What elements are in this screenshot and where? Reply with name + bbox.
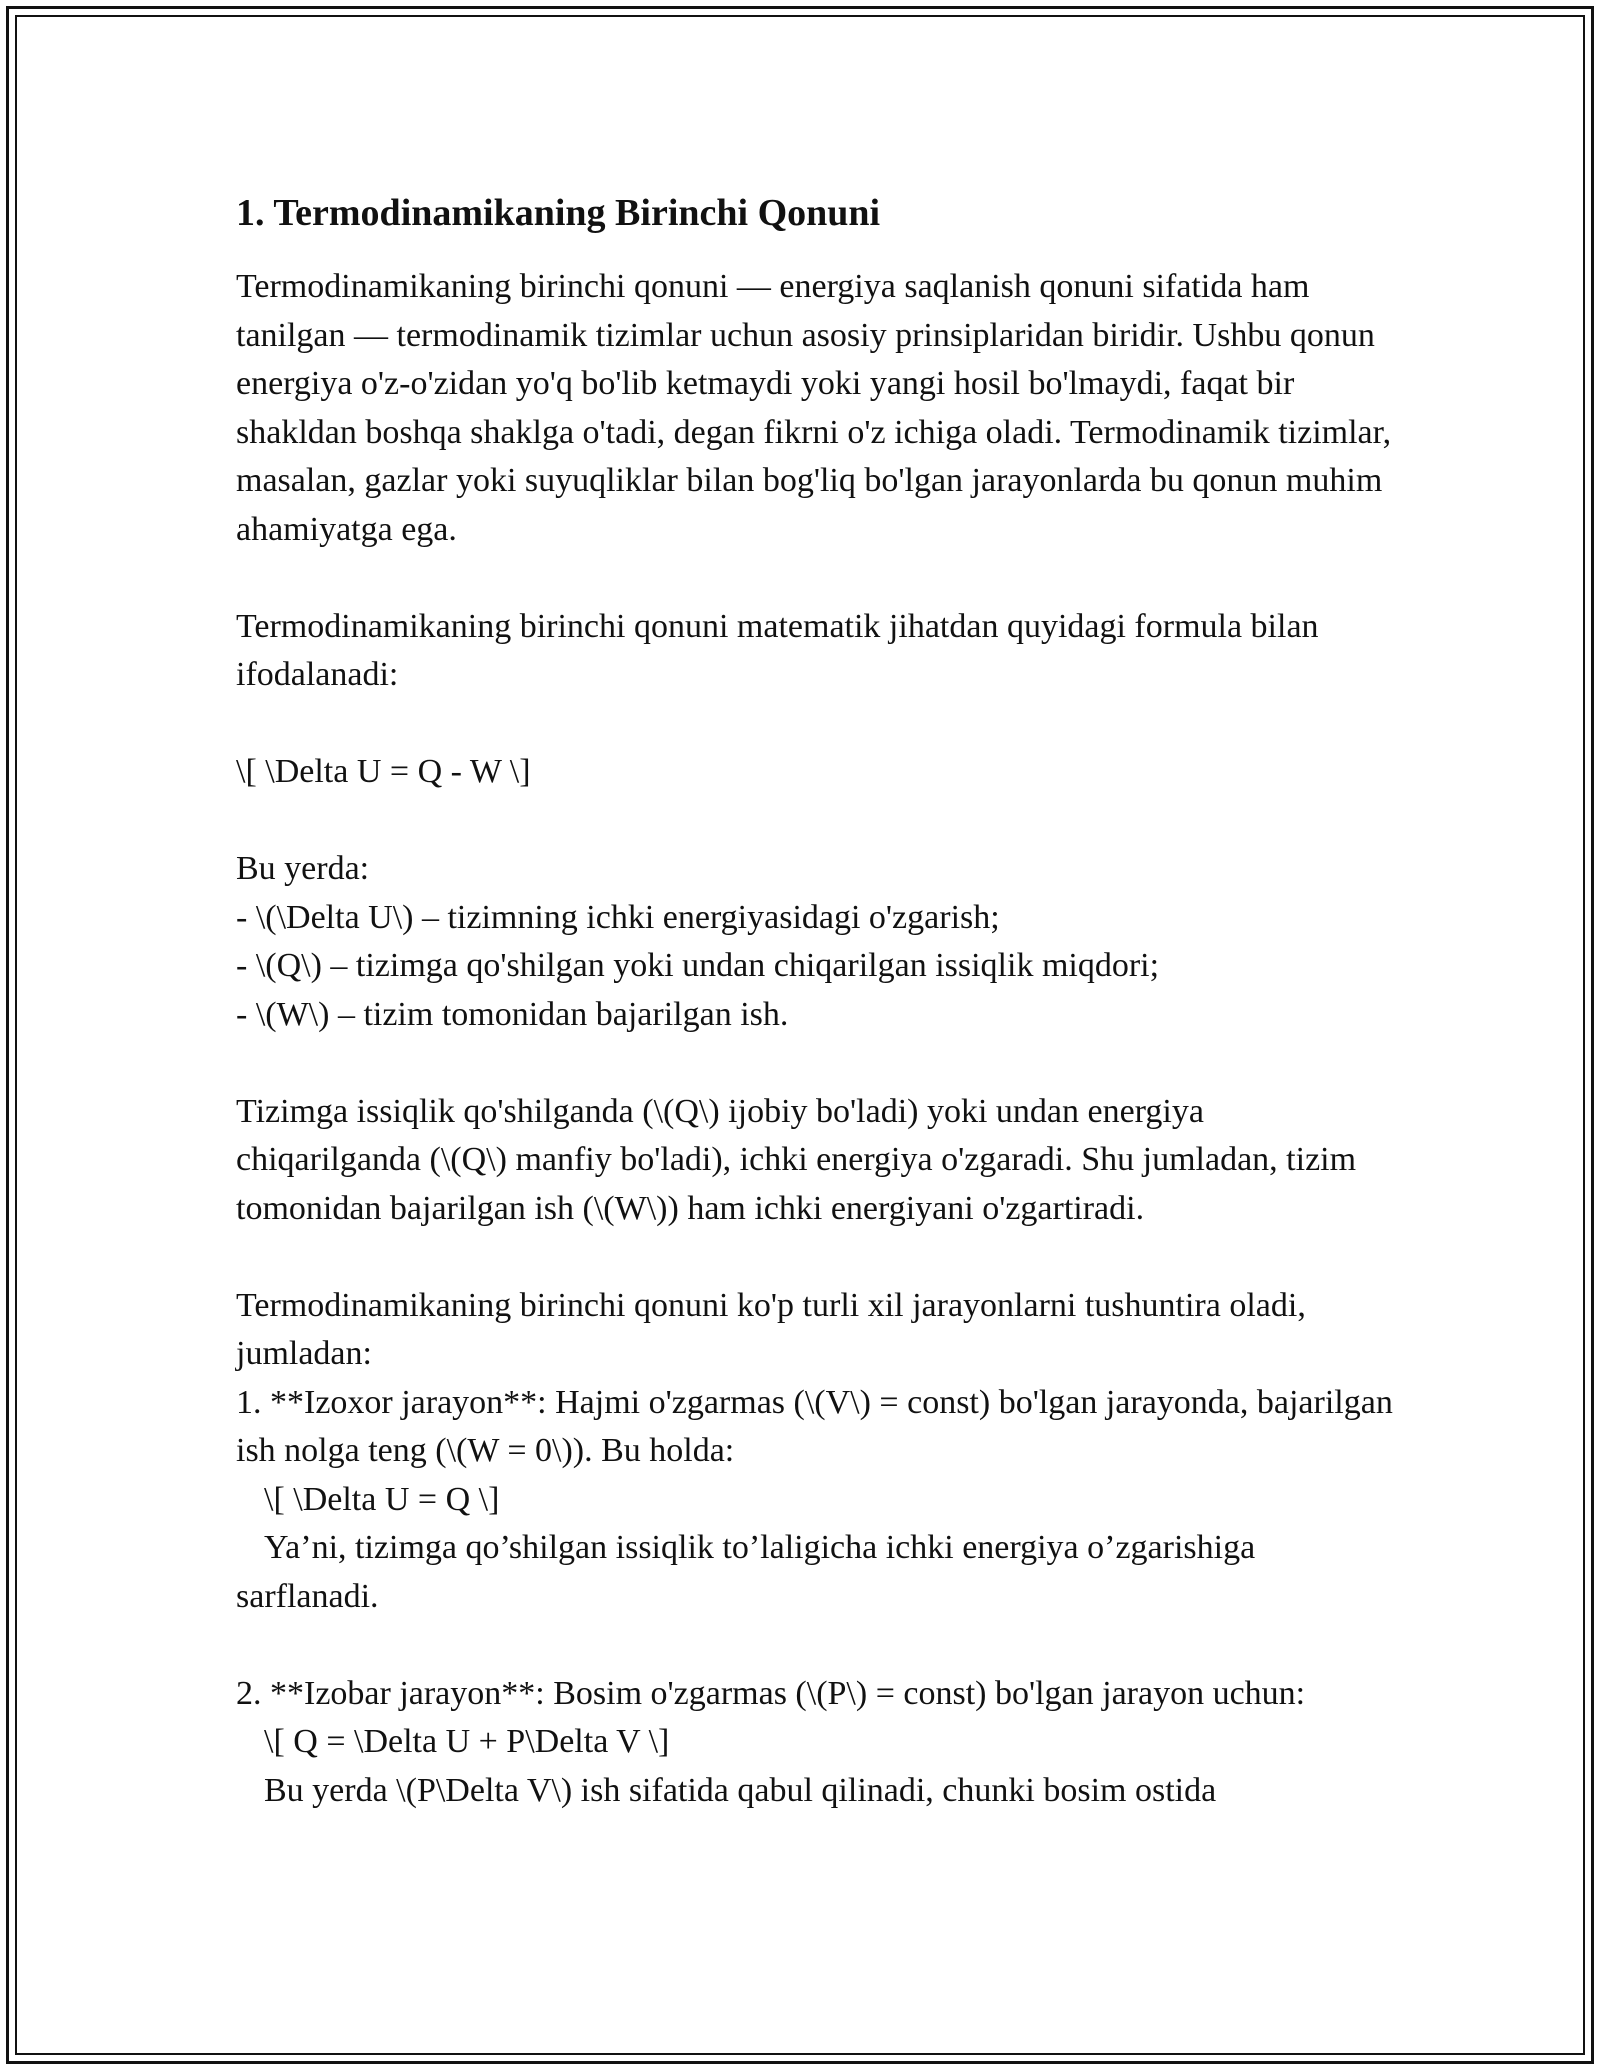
isochoric-formula: \[ \Delta U = Q \] xyxy=(264,1480,500,1518)
isobaric-item: 2. **Izobar jarayon**: Bosim o'zgarmas (\(P\) = const) bo'lgan jarayon uchun: xyxy=(236,1674,1306,1712)
isochoric-note: Ya’ni, tizimga qo’shilgan issiqlik to’laligicha ichki energiya o’zgarishiga sarflanadi. xyxy=(236,1529,1256,1615)
where-item-delta-u: - \(\Delta U\) – tizimning ichki energiyasidagi o'zgarish; xyxy=(236,898,1000,936)
isobaric-note: Bu yerda \(P\Delta V\) ish sifatida qabul qilinadi, chunki bosim ostida xyxy=(264,1771,1217,1809)
processes-intro-paragraph: Termodinamikaning birinchi qonuni ko'p turli xil jarayonlarni tushuntira oladi, jumladan: xyxy=(236,1286,1306,1372)
intro-paragraph: Termodinamikaning birinchi qonuni — energiya saqlanish qonuni sifatida ham tanilgan — termodinamik tizimlar uchun asosiy prinsiplaridan biridir. Ushbu qonun energiya o'z-o'zidan yo'q bo'lib ketmaydi yoki yangi hosil bo'lmaydi, faqat bir shakldan boshqa shaklga o'tadi, degan fikrni o'z ichiga oladi. Termodinamik tizimlar, masalan, gazlar yoki suyuqliklar bilan bog'liq bo'lgan jarayonlarda bu qonun muhim ahamiyatga ega. xyxy=(236,268,1392,548)
where-item-q: - \(Q\) – tizimga qo'shilgan yoki undan chiqarilgan issiqlik miqdori; xyxy=(236,947,1160,984)
where-label: Bu yerda: xyxy=(236,850,370,887)
section-heading: 1. Termodinamikaning Birinchi Qonuni xyxy=(236,192,881,234)
explanation-paragraph: Tizimga issiqlik qo'shilganda (\(Q\) ijobiy bo'ladi) yoki undan energiya chiqarilganda (\(Q\) manfiy bo'ladi), ichki energiya o'zgaradi. Shu jumladan, tizim tomonidan bajarilgan ish (\(W\)) ham ichki energiyani o'zgartiradi. xyxy=(236,1092,1357,1227)
document-body xyxy=(236,185,1396,1815)
main-formula: \[ \Delta U = Q - W \] xyxy=(236,753,531,790)
isochoric-item: 1. **Izoxor jarayon**: Hajmi o'zgarmas (\(V\) = const) bo'lgan jarayonda, bajarilgan ish nolga teng (\(W = 0\)). Bu holda: xyxy=(236,1383,1393,1469)
where-item-w: - \(W\) – tizim tomonidan bajarilgan ish. xyxy=(236,995,789,1033)
formula-intro-paragraph: Termodinamikaning birinchi qonuni matematik jihatdan quyidagi formula bilan ifodalanadi: xyxy=(236,607,1319,693)
isobaric-formula: \[ Q = \Delta U + P\Delta V \] xyxy=(264,1723,670,1760)
